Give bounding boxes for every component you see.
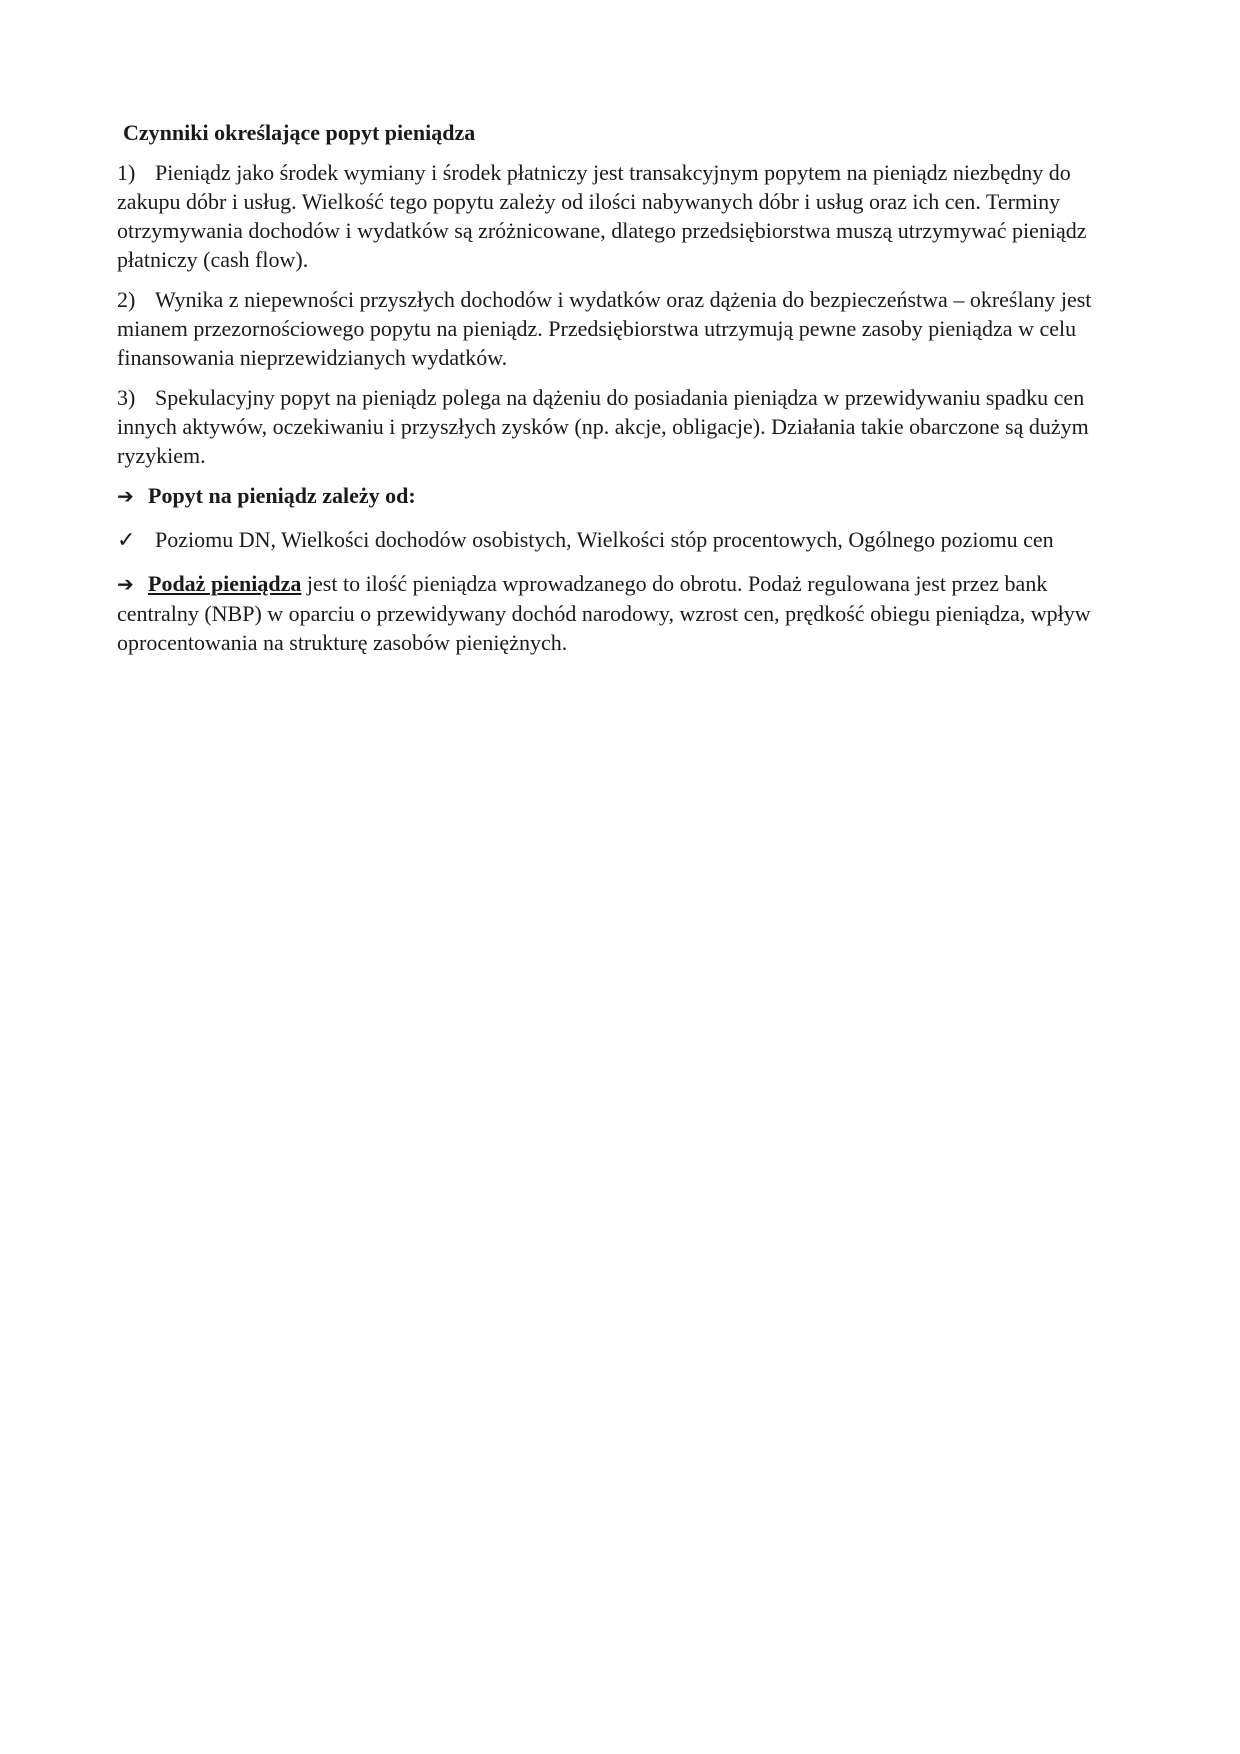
supply-text: jest to ilość pieniądza wprowadzanego do obrotu. Podaż regulowana jest przez bank centralny (NBP) w oparciu o przewidywany dochód narodowy, wzrost cen, prędkość obiegu pieniądza, wpływ oprocentowania na strukturę zasobów pieniężnych. xyxy=(117,571,1091,655)
document-title: Czynniki określające popyt pieniądza xyxy=(123,120,476,145)
list-item-text: Spekulacyjny popyt na pieniądz polega na dążeniu do posiadania pieniądza w przewidywaniu spadku cen innych aktywów, oczekiwaniu i przyszłych zysków (np. akcje, obligacje). Działania takie obarczone są dużym ryzykiem. xyxy=(117,385,1089,468)
list-item-1 xyxy=(117,158,1127,274)
demand-factors-text: Poziomu DN, Wielkości dochodów osobistych, Wielkości stóp procentowych, Ogólnego poziomu cen xyxy=(155,527,1054,552)
list-item-text: Wynika z niepewności przyszłych dochodów i wydatków oraz dążenia do bezpieczeństwa – określany jest mianem przezornościowego popytu na pieniądz. Przedsiębiorstwa utrzymują pewne zasoby pieniądza w celu finansowania nieprzewidzianych wydatków. xyxy=(117,287,1092,370)
demand-factors xyxy=(117,525,1127,555)
list-item-3 xyxy=(117,383,1127,470)
list-item-number: 3) xyxy=(117,385,136,410)
supply-term: Podaż pieniądza xyxy=(148,571,302,596)
list-item-number: 2) xyxy=(117,287,136,312)
arrow-right-icon: ➔ xyxy=(117,572,134,596)
arrow-right-icon: ➔ xyxy=(117,484,134,508)
list-item-number: 1) xyxy=(117,160,136,185)
document-page xyxy=(117,118,1127,668)
list-item-2 xyxy=(117,285,1127,372)
supply-paragraph xyxy=(117,569,1127,657)
list-item-text: Pieniądz jako środek wymiany i środek płatniczy jest transakcyjnym popytem na pieniądz niezbędny do zakupu dóbr i usług. Wielkość tego popytu zależy od ilości nabywanych dóbr i usług oraz ich cen. Terminy otrzymywania dochodów i wydatków są zróżnicowane, dlatego przedsiębiorstwa muszą utrzymywać pieniądz płatniczy (cash flow). xyxy=(117,160,1087,272)
checkmark-icon: ✓ xyxy=(117,528,136,553)
demand-heading-text: Popyt na pieniądz zależy od: xyxy=(148,483,416,508)
demand-heading xyxy=(117,481,1127,511)
